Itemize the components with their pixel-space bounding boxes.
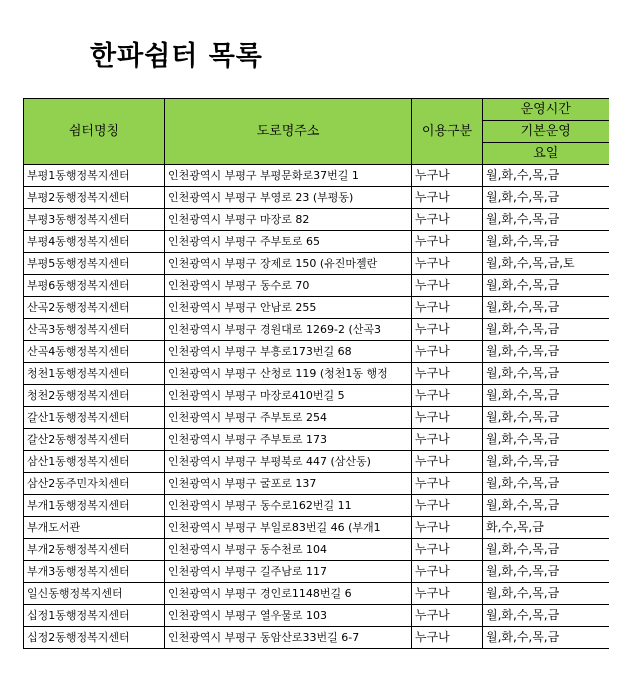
cell-usage: 누구나 xyxy=(412,605,483,627)
cell-address: 인천광역시 부평구 마장로410번길 5 xyxy=(165,385,412,407)
cell-address: 인천광역시 부평구 동수로162번길 11 xyxy=(165,495,412,517)
cell-usage: 누구나 xyxy=(412,319,483,341)
table-row xyxy=(24,319,609,341)
table-row xyxy=(24,429,609,451)
cell-address: 인천광역시 부평구 산청로 119 (청천1동 행정 xyxy=(165,363,412,385)
cell-address: 인천광역시 부평구 경원대로 1269-2 (산곡3 xyxy=(165,319,412,341)
cell-name: 일신동행정복지센터 xyxy=(24,583,165,605)
cell-address: 인천광역시 부평구 부일로83번길 46 (부개1 xyxy=(165,517,412,539)
cell-usage: 누구나 xyxy=(412,583,483,605)
header-address: 도로명주소 xyxy=(165,99,412,165)
cell-name: 십정2동행정복지센터 xyxy=(24,627,165,649)
table-row xyxy=(24,451,609,473)
table-row xyxy=(24,165,609,187)
cell-address: 인천광역시 부평구 주부토로 254 xyxy=(165,407,412,429)
cell-name: 삼산1동행정복지센터 xyxy=(24,451,165,473)
cell-usage: 누구나 xyxy=(412,561,483,583)
cell-name: 부평3동행정복지센터 xyxy=(24,209,165,231)
cell-name: 부평6동행정복지센터 xyxy=(24,275,165,297)
table-header xyxy=(24,99,609,165)
cell-usage: 누구나 xyxy=(412,627,483,649)
cell-usage: 누구나 xyxy=(412,297,483,319)
cell-days: 월,화,수,목,금 xyxy=(483,429,609,451)
table-row xyxy=(24,539,609,561)
table-row xyxy=(24,517,609,539)
cell-days: 화,수,목,금 xyxy=(483,517,609,539)
cell-name: 십정1동행정복지센터 xyxy=(24,605,165,627)
cell-name: 부평2동행정복지센터 xyxy=(24,187,165,209)
cell-days: 월,화,수,목,금 xyxy=(483,407,609,429)
cell-name: 청천1동행정복지센터 xyxy=(24,363,165,385)
cell-usage: 누구나 xyxy=(412,165,483,187)
cell-days: 월,화,수,목,금 xyxy=(483,539,609,561)
table-row xyxy=(24,561,609,583)
table-row xyxy=(24,275,609,297)
cell-usage: 누구나 xyxy=(412,473,483,495)
cell-days: 월,화,수,목,금 xyxy=(483,341,609,363)
cell-usage: 누구나 xyxy=(412,385,483,407)
header-hours-group: 운영시간 xyxy=(483,99,609,121)
cell-name: 청천2동행정복지센터 xyxy=(24,385,165,407)
header-usage: 이용구분 xyxy=(412,99,483,165)
cell-days: 월,화,수,목,금 xyxy=(483,583,609,605)
cell-name: 산곡3동행정복지센터 xyxy=(24,319,165,341)
shelter-table xyxy=(23,98,609,649)
cell-name: 갈산1동행정복지센터 xyxy=(24,407,165,429)
cell-days: 월,화,수,목,금 xyxy=(483,231,609,253)
table-row xyxy=(24,297,609,319)
cell-name: 부개3동행정복지센터 xyxy=(24,561,165,583)
cell-usage: 누구나 xyxy=(412,275,483,297)
table-row xyxy=(24,407,609,429)
table-row xyxy=(24,495,609,517)
header-name: 쉼터명칭 xyxy=(24,99,165,165)
table-row xyxy=(24,385,609,407)
table-row xyxy=(24,605,609,627)
cell-address: 인천광역시 부평구 마장로 82 xyxy=(165,209,412,231)
cell-name: 부평1동행정복지센터 xyxy=(24,165,165,187)
table-body xyxy=(24,165,609,649)
cell-usage: 누구나 xyxy=(412,451,483,473)
page-title: 한파쉼터 목록 xyxy=(90,41,263,72)
cell-days: 월,화,수,목,금,토 xyxy=(483,253,609,275)
cell-days: 월,화,수,목,금 xyxy=(483,473,609,495)
cell-address: 인천광역시 부평구 부흥로173번길 68 xyxy=(165,341,412,363)
cell-days: 월,화,수,목,금 xyxy=(483,165,609,187)
cell-days: 월,화,수,목,금 xyxy=(483,385,609,407)
table-row xyxy=(24,209,609,231)
cell-usage: 누구나 xyxy=(412,231,483,253)
cell-address: 인천광역시 부평구 장제로 150 (유진마젤란 xyxy=(165,253,412,275)
cell-address: 인천광역시 부평구 굴포로 137 xyxy=(165,473,412,495)
cell-usage: 누구나 xyxy=(412,253,483,275)
table-row xyxy=(24,341,609,363)
cell-days: 월,화,수,목,금 xyxy=(483,627,609,649)
cell-name: 부평4동행정복지센터 xyxy=(24,231,165,253)
cell-address: 인천광역시 부평구 길주남로 117 xyxy=(165,561,412,583)
cell-address: 인천광역시 부평구 동수로 70 xyxy=(165,275,412,297)
cell-address: 인천광역시 부평구 열우물로 103 xyxy=(165,605,412,627)
cell-name: 산곡4동행정복지센터 xyxy=(24,341,165,363)
cell-usage: 누구나 xyxy=(412,517,483,539)
cell-name: 갈산2동행정복지센터 xyxy=(24,429,165,451)
table-row xyxy=(24,473,609,495)
cell-name: 삼산2동주민자치센터 xyxy=(24,473,165,495)
cell-days: 월,화,수,목,금 xyxy=(483,275,609,297)
cell-address: 인천광역시 부평구 부영로 23 (부평동) xyxy=(165,187,412,209)
cell-usage: 누구나 xyxy=(412,363,483,385)
cell-usage: 누구나 xyxy=(412,209,483,231)
cell-days: 월,화,수,목,금 xyxy=(483,363,609,385)
cell-days: 월,화,수,목,금 xyxy=(483,209,609,231)
cell-name: 부개도서관 xyxy=(24,517,165,539)
cell-days: 월,화,수,목,금 xyxy=(483,495,609,517)
table-row xyxy=(24,187,609,209)
cell-days: 월,화,수,목,금 xyxy=(483,605,609,627)
table-row xyxy=(24,231,609,253)
header-basic: 기본운영 xyxy=(483,121,609,143)
cell-usage: 누구나 xyxy=(412,539,483,561)
cell-address: 인천광역시 부평구 안남로 255 xyxy=(165,297,412,319)
header-days: 요일 xyxy=(483,143,609,165)
table-row xyxy=(24,363,609,385)
cell-usage: 누구나 xyxy=(412,495,483,517)
cell-usage: 누구나 xyxy=(412,429,483,451)
table-row xyxy=(24,627,609,649)
cell-address: 인천광역시 부평구 경인로1148번길 6 xyxy=(165,583,412,605)
cell-days: 월,화,수,목,금 xyxy=(483,561,609,583)
cell-name: 부평5동행정복지센터 xyxy=(24,253,165,275)
cell-days: 월,화,수,목,금 xyxy=(483,451,609,473)
cell-address: 인천광역시 부평구 부평북로 447 (삼산동) xyxy=(165,451,412,473)
cell-address: 인천광역시 부평구 동암산로33번길 6-7 xyxy=(165,627,412,649)
cell-address: 인천광역시 부평구 주부토로 65 xyxy=(165,231,412,253)
cell-address: 인천광역시 부평구 부평문화로37번길 1 xyxy=(165,165,412,187)
cell-address: 인천광역시 부평구 동수천로 104 xyxy=(165,539,412,561)
table-row xyxy=(24,253,609,275)
cell-days: 월,화,수,목,금 xyxy=(483,319,609,341)
cell-name: 산곡2동행정복지센터 xyxy=(24,297,165,319)
cell-usage: 누구나 xyxy=(412,341,483,363)
cell-days: 월,화,수,목,금 xyxy=(483,187,609,209)
cell-usage: 누구나 xyxy=(412,407,483,429)
cell-address: 인천광역시 부평구 주부토로 173 xyxy=(165,429,412,451)
cell-name: 부개1동행정복지센터 xyxy=(24,495,165,517)
table-row xyxy=(24,583,609,605)
cell-days: 월,화,수,목,금 xyxy=(483,297,609,319)
cell-name: 부개2동행정복지센터 xyxy=(24,539,165,561)
cell-usage: 누구나 xyxy=(412,187,483,209)
